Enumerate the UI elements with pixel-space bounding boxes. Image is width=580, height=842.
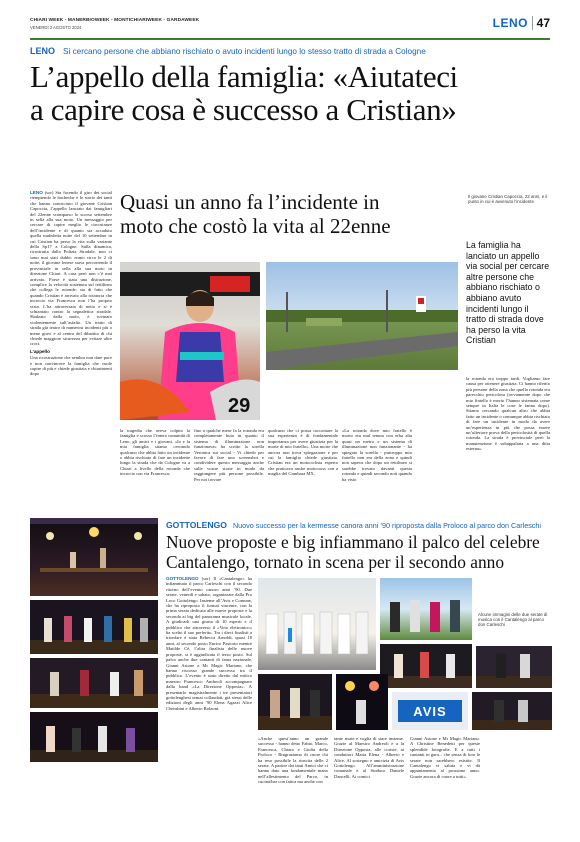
- article1-pull-quote: La famiglia ha lanciato un appello via social per cercare altre persone che abbiano rischiato o abbiano avuto incidenti lungo il tratto di strada dove ha perso la vita Cristian: [466, 240, 550, 346]
- article2-headline-line-2: Cantalengo, tornato in scena per il secondo anno: [166, 552, 505, 572]
- lights-illustration: [336, 674, 388, 730]
- top-strip: [30, 44, 550, 58]
- subheadline-line-2: moto che costò la vita al 22enne: [120, 214, 391, 238]
- outdoor-illustration: [380, 578, 472, 640]
- stage-illustration: [30, 518, 158, 596]
- singers-illustration-3: [30, 712, 158, 762]
- article2-column-4: Gianni Astone e Mr Magic Mariano. A Christine Benedetti per queste splendide fotografie. E a tutti i cantanti in gara... che senza di loro le serate non sarebbero esistite. Il Cantalengo vi saluta e vi dà appuntamento al prossimo anno. Grazie ancora di cuore a tutti».: [410, 736, 480, 779]
- headline-line-1: L’appello della famiglia: «Aiutateci: [30, 59, 458, 94]
- article2-byline: GOTTOLENGO: [166, 576, 199, 581]
- article1-photo-caption: Il giovane Cristian Capoccia, 22 anni, e il punto in cui è avvenuto l’incidente: [468, 194, 548, 205]
- road-illustration: [266, 262, 458, 370]
- concert-photo-singers-2: [30, 658, 158, 708]
- winners-illustration: [380, 644, 472, 688]
- article1-byline-author: (sor): [44, 190, 54, 195]
- singers-illustration-2: [30, 658, 158, 708]
- article1-subheadline: [120, 190, 460, 238]
- publications: CHIARI WEEK - MANERBIOWEEK - MONTICHIARIWEEK - GARDAWEEK: [30, 18, 200, 23]
- strip-tag: LENO: [30, 46, 56, 56]
- avis-banner-photo: [392, 692, 468, 730]
- article1-col1-tail: Una ricostruzione che sembra non dare pace e non convincere la famiglia che vuole capire di più e chiede giustizia e chiarimenti dopo: [30, 355, 112, 377]
- article1-column-1: [30, 190, 112, 490]
- header-rule: [30, 38, 550, 40]
- article2-strap-text: Nuovo successo per la kermesse canora anni ’90 riproposta dalla Proloco al parco don Carleschi: [232, 521, 541, 530]
- article1-column-6: la rotonda era troppo tardi. Vogliamo fare causa per ottenere giustizia. Ci hanno riferito più persone della zona che quella rotonda era parecchio pericolosa (ovviamente dopo che mio fratello è morto l’hanno sistemata come sempre in Italia le cose le fanno dopo). Stiamo cercando qualcun altro che abbia fatto un incidente o comunque abbia rischiato di fare un incidente in modo da avere un’esperienza in più che possa essere un’ulteriore prova della pericolosità di quella rotonda. La strada è provinciale però la manutenzione è subappaltata a una ditta esterna».: [466, 376, 550, 452]
- concert-photo-presenters: [258, 674, 332, 730]
- article1-byline: LENO: [30, 190, 43, 195]
- article2-strap: [166, 520, 552, 530]
- group-photo-proloco: [258, 578, 376, 670]
- concert-photo-duo: [476, 646, 552, 688]
- article2-byline-author: (sor): [201, 576, 211, 581]
- article2-photo-caption: Alcune immagini delle due serate di musica con il Cantalengo al parco don Carleschi: [478, 612, 548, 628]
- group-illustration: [258, 578, 376, 670]
- subheadline-line-1: Quasi un anno fa l’incidente in: [120, 190, 380, 214]
- page-number: 47: [532, 16, 550, 30]
- article2-column-3: tante risate e voglia di stare insieme. Grazie al Maestro Andreoli e a la Direzione Opposta, alle coriste, ai conduttori Maria Elena - Alberto e Alice. Al sostegno e amicizia di Avis Gottolengo. All’amministrazione comunale e al Sindaco Daniele Dancelli. Ai comici: [334, 736, 404, 779]
- concert-photo-singers-1: [30, 600, 158, 654]
- comedians-illustration: [472, 692, 552, 730]
- section-name: LENO: [492, 16, 528, 30]
- svg-text:29: 29: [228, 395, 251, 417]
- concert-photo-lights: [336, 674, 388, 730]
- headline-line-2: a capire cosa è successo a Cristian»: [30, 92, 457, 127]
- article1-column-2: la tragedia che aveva colpito la famiglia e scosso l’intera comunità di Leno, gli amici e i giovani. «Io e la mia famiglia stiamo cercando qualcuno che abbia fatto un incidente o abbia rischiato di fare un incidente lungo la strada che da Cologne va a Chiari a livello della rotonda che incrocia con via Francesca;: [120, 428, 190, 477]
- presenters-illustration: [258, 674, 332, 730]
- main-headline: [30, 60, 554, 126]
- article2-tag: GOTTOLENGO: [166, 520, 227, 530]
- strip-text: Si cercano persone che abbiano rischiato o avuto incidenti lungo lo stesso tratto di strada a Cologne: [63, 46, 426, 56]
- concert-photo-singers-3: [30, 712, 158, 762]
- concert-photo-stage: [30, 518, 158, 596]
- article2-col1-text: Il «Cantalengo» ha infiammato il parco Carleschi con il secondo ritorno dell’evento canoro anni ’90. Due serate, venerdì e sabato, organizzate dalla Pro Loco Gottolengo. Insieme all’Avis e Comune, che ha riproposto il format vincente, con la prima serata dedicata alle nuove proposte e la seconda ai big del panorama musicale locale. A giudicarli una giuria di 10 esperti e il pubblico che attraverso il «Voto elettronico» ha scelto il suo preferito. Tra i dieci finalisti a trionfare è stata Rebecca Arnoldi, quasi 18 anni, al secondo posto Enrico Pastorio mentre Matilde Cè, l’altra finalista delle nuove proposte, si è aggiudicata il terzo posto. Sul palco anche due cantanti di fama nazionale, Gianni Astone e Mr Magic Mariano, che hanno riscosso grande successo tra il pubblico. L’evento è stato diretto dal mitico maestro Francesco Andreoli accompagnato dalla band «La Direzione Opposta». A presentarlo magistralmente i tre presentatori gottolenghesi ormai collaudati, già stessi delle edizioni degli anni ’90 Elena Agazzi Alice Cherubini e Alberto Bolzoni.: [166, 576, 252, 711]
- avis-banner: [398, 700, 462, 722]
- article2-headline-line-1: Nuove proposte e big infiammano il palco del celebre: [166, 532, 540, 552]
- singers-illustration-1: [30, 600, 158, 654]
- article2-column-2: «Anche quest’anno un grande successo - hanno detto Fabio, Marco, Francesca, Chiara e Giulia della Proloco - Ringraziamo di cuore chi ha reso possibile la riuscita delle 2 serate. A partire dai tanti Amici che ci hanno dato una fondamentale mano nell’allestimento del Parco, in cucina/bar con fatica ma anche con: [258, 736, 328, 785]
- article1-column-3: fino a qualche mese fa la rotonda era completamente buia in quanto il sistema di illuminazione non funzionava» ha scritto la sorella Veronica sui social - Vi chiedo per favore di fare uno screenshot e condividere questo messaggio anche sulle vostre storie in modo da raggiungere più persone possibile. Per noi trovare: [194, 428, 264, 482]
- article2-column-1: [166, 576, 252, 838]
- article1-subhead: L’appello: [30, 348, 50, 354]
- article1-column-5: «La rotonda dove mio fratello è morto era mal tenuta con erba alta quasi un metro e un sistema di illuminazione non funzionante - ha spiegato la sorella - purtroppo mio fratello non era della zona e quindi non sapeva che dopo un rettilineo si sarebbe trovato davanti questa rotonda e quindi secondo noti quando ha visto: [342, 428, 412, 482]
- article1-column-4: qualcuno che ci possa raccontare la sua esperienza è di fondamentale importanza per avere giustizia per la morte di mio fratello». Una morte che ancora non trova spiegazione e per cui la famiglia chiede giustizia. Cristian era un motociclista esperto che praticava anche motocross con a maglia del Gambara MX.: [268, 428, 338, 477]
- page-header: [30, 16, 550, 36]
- issue-date: VENERDÌ 2 AGOSTO 2024: [30, 25, 82, 30]
- avis-banner-text: AVIS: [413, 703, 447, 719]
- duo-illustration: [476, 646, 552, 688]
- rider-photo: [120, 262, 260, 420]
- concert-photo-comedians: [472, 692, 552, 730]
- concert-photo-outdoor: [380, 578, 472, 640]
- concert-photo-winners: [380, 644, 472, 688]
- article1-col1-text: Sta facendo il giro dei social riempiendo le bacheche e le storie dei tanti che hanno conosciuto il giovane Cristian Capoccia, l’appello lanciato dai famigliari del 22enne scomparso lo scorso settembre in sella alla sua moto. Un messaggio per cercare di capire meglio le circostanze dell’incidente e di quanto sia accaduto quella maledetta notte del 10 settembre in cui Cristian ha perso la vita sulla variante della Sp17 a Cologne. Sulla dinamica, ricostruita dalla Polizia Stradale, non ci sono mai stati dubbi: erano circa le 2 di notte, il giovane lenese stava percorrendo il provinciale in sella alla sua moto in direzione Chiari. A casa però non c’è mai arrivato. Forse è stata una distrazione, complice la velocità sostenuta sul rettilineo che collega le rotonde: sta di fatto che quando Cristian è arrivato alla rotatoria che incrocia via Francesca non l’ha proprio vista. L’ha attraversata di netto e si è schiantato contro la segnaletica stradale. Sbalzato dalla moto, è rovinato violentemente sull’asfalto. Un tratto di strada già teatro di numerosi incidenti più o meno gravi e al centro del dibattito di chi chiede maggiore sicurezza per evitare altre croci.: [30, 190, 112, 347]
- road-photo: [266, 262, 458, 370]
- article2-headline: [166, 532, 552, 572]
- rider-illustration: [120, 262, 260, 420]
